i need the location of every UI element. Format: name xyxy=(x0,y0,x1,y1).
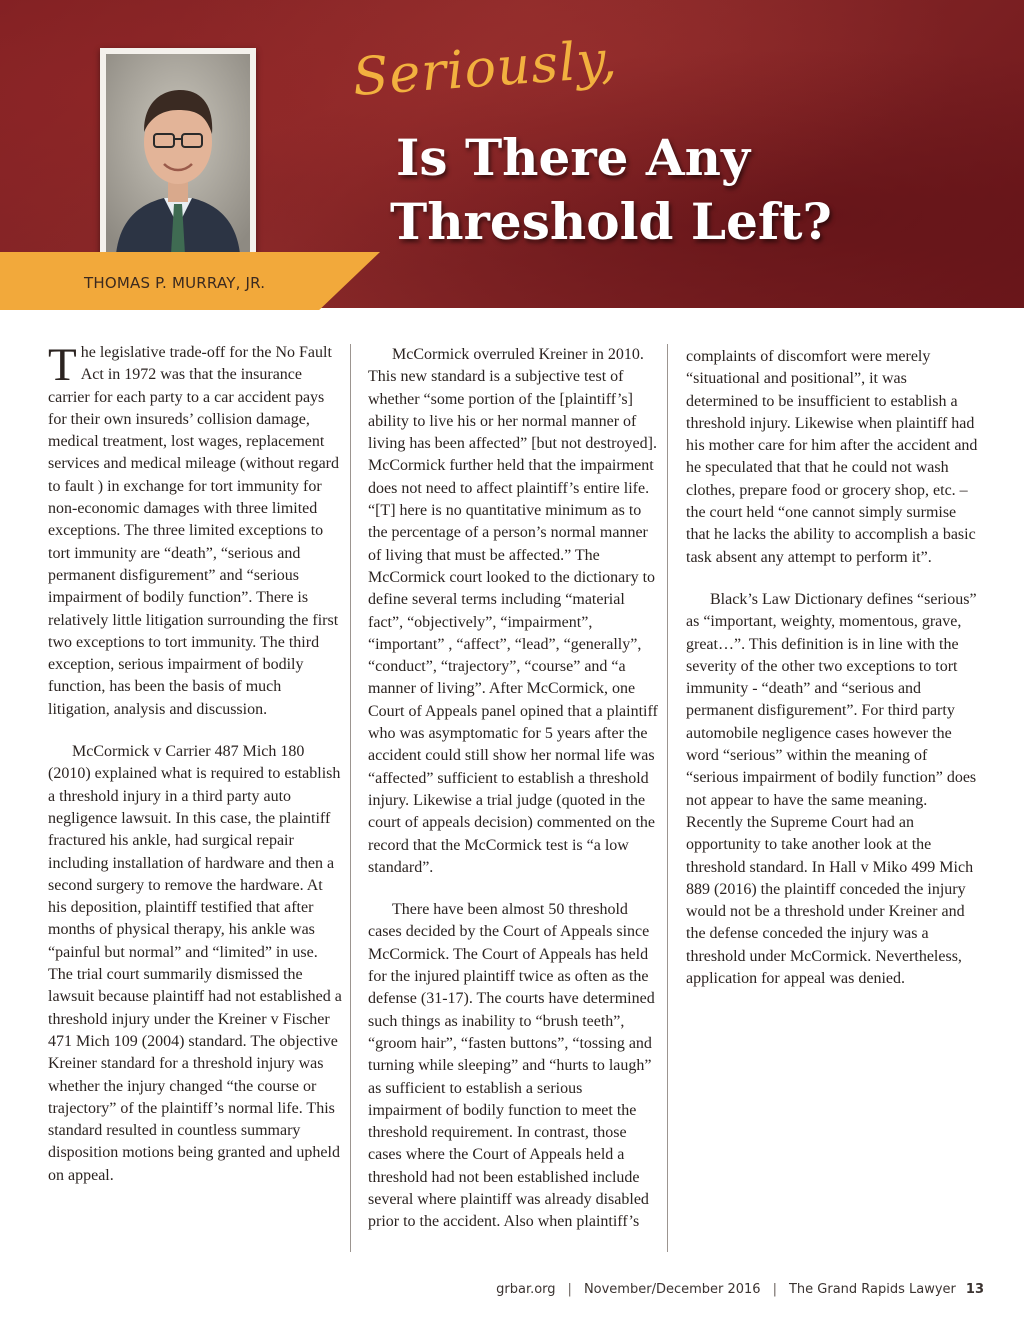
author-portrait-image xyxy=(106,54,250,254)
author-photo xyxy=(106,54,250,254)
article-column-2 xyxy=(368,344,660,1234)
title-line-1: Is There Any xyxy=(396,128,751,187)
author-photo-frame xyxy=(100,48,256,260)
page-footer: grbar.org | November/December 2016 | The Grand Rapids Lawyer 13 xyxy=(496,1282,984,1297)
column-rule xyxy=(667,344,668,1252)
title-line-2: Threshold Left? xyxy=(390,192,832,251)
article-paragraph xyxy=(48,339,342,721)
article-column-3 xyxy=(686,346,982,990)
article-paragraph-continued: complaints of discomfort were merely “situational and positional”, it was determined to be insufficient to establish a threshold injury. Likewise when plaintiff had his mother care for him after the accident and he speculated that that he could not wash clothes, prepare food or grocery shop, etc. – the court held “one cannot simply surmise that he lacks the ability to accomplish a basic task absent any attempt to perform it”. xyxy=(686,348,978,566)
article-column-1 xyxy=(48,339,342,1187)
paragraph-text: he legislative trade-off for the No Fault Act in 1972 was that the insurance carrier for each party to a car accident pays for their own insureds’ collision damage, medical treatment, lost wages, replacement services and medical mileage (without regard to fault ) in exchange for tort immunity for non-economic damages with three limited exceptions. The three limited exceptions to tort immunity are “death”, “serious and permanent disfigurement” and “serious impairment of bodily function”. There is relatively little litigation surrounding the first two exceptions to tort immunity. The third exception, serious impairment of bodily function, has been the basis of much litigation, analysis and discussion. xyxy=(48,344,339,718)
drop-cap: T xyxy=(48,339,77,391)
author-name: THOMAS P. MURRAY, JR. xyxy=(84,274,266,292)
title-kicker: Seriously, xyxy=(350,29,620,109)
article-paragraph: McCormick overruled Kreiner in 2010. This new standard is a subjective test of whether “some portion of the [plaintiff’s] ability to live his or her normal manner of living has been affected” [but not destroyed]. McCormick further held that the impairment does not need to affect plaintiff’s entire life. “[T] here is no quantitative minimum as to the percentage of a person’s normal manner of living that must be affected.” The McCormick court looked to the dictionary to define several terms including “material fact”, “objectively”, “impairment”, “important” , “affect”, “lead”, “generally”, “conduct”, “trajectory”, “course” and “a manner of living”. After McCormick, one Court of Appeals panel opined that a plaintiff who was asymptomatic for 5 years after the accident could still show her normal life was “affected” sufficient to establish a threshold injury. Likewise a trial judge (quoted in the court of appeals decision) commented on the record that the McCormick test is “a low standard”. xyxy=(368,346,658,876)
article-paragraph: There have been almost 50 threshold cases decided by the Court of Appeals since McCormick. The Court of Appeals has held for the injured plaintiff twice as often as the defense (31-17). The courts have determined such things as inability to “brush teeth”, “groom hair”, “fasten buttons”, “tossing and turning while sleeping” and “hurts to laugh” as sufficient to establish a serious impairment of bodily function to meet the threshold requirement. In contrast, those cases where the Court of Appeals held a threshold had not been established include several where plaintiff was already disabled prior to the accident. Also when plaintiff’s xyxy=(368,901,655,1231)
footer-publication: The Grand Rapids Lawyer xyxy=(788,1282,956,1297)
footer-issue: November/December 2016 xyxy=(583,1282,761,1297)
page-number: 13 xyxy=(965,1282,984,1297)
footer-site: grbar.org xyxy=(496,1282,556,1297)
article-paragraph: Black’s Law Dictionary defines “serious” as “important, weighty, momentous, grave, great…”. This definition is in line with the severity of the other two exceptions to tort immunity - “death” and “serious and permanent disfigurement”. For third party automobile negligence cases however the word “serious” within the meaning of “serious impairment of bodily function” does not appear to have the same meaning. Recently the Supreme Court had an opportunity to take another look at the threshold standard. In Hall v Miko 499 Mich 889 (2016) the plaintiff conceded the injury would not be a threshold under Kreiner and the defense conceded the injury was a threshold under McCormick. Nevertheless, application for appeal was denied. xyxy=(686,590,977,988)
column-rule xyxy=(350,344,351,1252)
article-paragraph: McCormick v Carrier 487 Mich 180 (2010) explained what is required to establish a threshold injury in a third party auto negligence lawsuit. In this case, the plaintiff fractured his ankle, had surgical repair including installation of hardware and then a second surgery to remove the hardware. At his deposition, plaintiff testified that after months of physical therapy, his ankle was “painful but normal” and “limited” in use. The trial court summarily dismissed the lawsuit because plaintiff had not established a threshold injury under the Kreiner v Fischer 471 Mich 109 (2004) standard. The objective Kreiner standard for a threshold injury was whether the injury changed “the course or trajectory” of the plaintiff’s normal life. This standard resulted in countless summary disposition motions being granted and upheld on appeal. xyxy=(48,743,342,1184)
header-banner xyxy=(0,0,1024,308)
